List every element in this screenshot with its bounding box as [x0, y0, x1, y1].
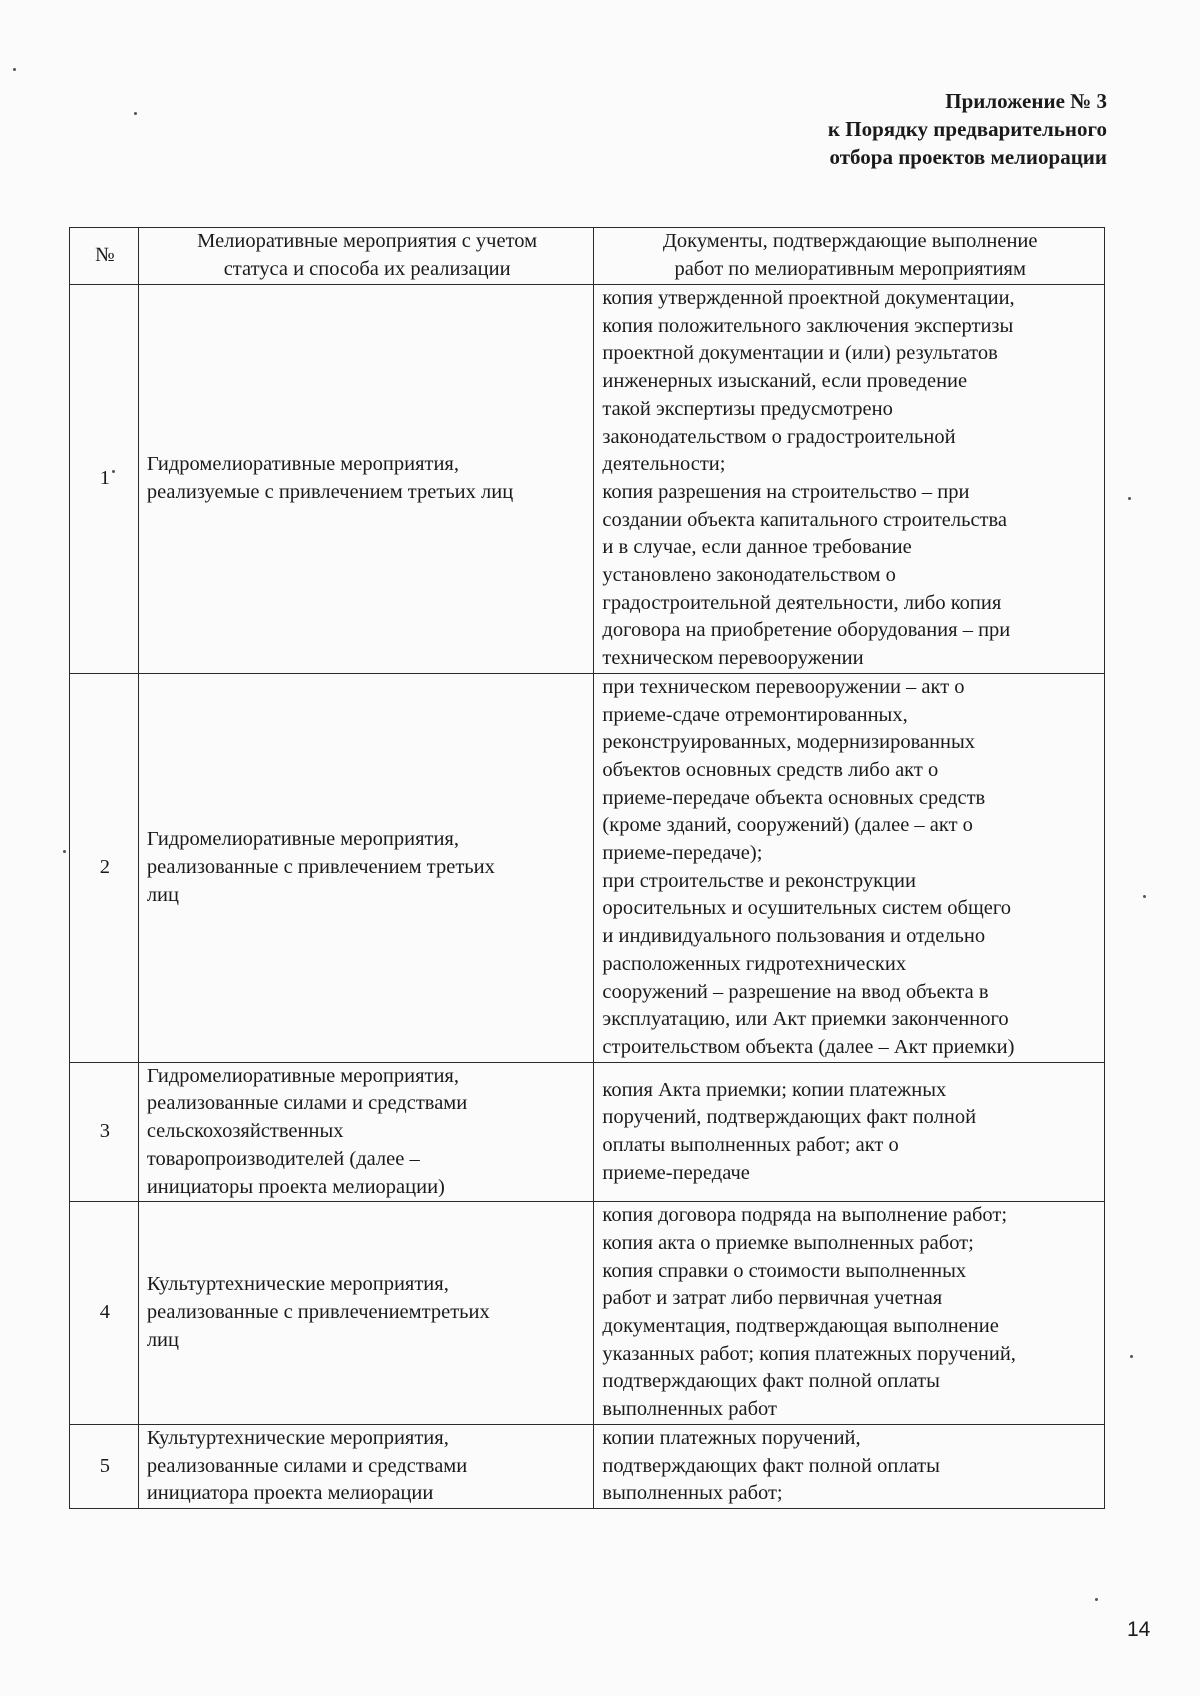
document-line: подтверждающих факт полной оплаты	[602, 1454, 940, 1477]
header-number: №	[70, 228, 139, 285]
row-number: 3	[70, 1062, 139, 1202]
document-line: поручений, подтверждающих факт полной	[602, 1106, 977, 1129]
table-row	[70, 673, 1105, 1062]
document-line: копия акта о приемке выполненных работ;	[602, 1231, 974, 1254]
appendix-subtitle-line-2: отбора проектов мелиорации	[829, 145, 1107, 169]
document-line: при техническом перевооружении – акт о	[602, 675, 965, 698]
activity-cell	[138, 1424, 594, 1508]
document-line: оплаты выполненных работ; акт о	[602, 1133, 899, 1156]
activity-line: реализованные с привлечением третьих	[146, 855, 495, 878]
document-line: законодательством о градостроительной	[602, 425, 956, 448]
document-line: расположенных гидротехнических	[602, 952, 907, 975]
document-line: приеме-передаче);	[602, 842, 763, 865]
document-line: эксплуатацию, или Акт приемки законченного	[602, 1008, 1009, 1031]
activity-line: Гидромелиоративные мероприятия,	[146, 453, 459, 476]
activity-cell	[138, 673, 594, 1062]
row-number: 1	[70, 285, 139, 674]
activity-cell	[138, 285, 594, 674]
document-line: реконструированных, модернизированных	[602, 731, 976, 754]
table-row	[70, 1424, 1105, 1508]
document-line: и индивидуального пользования и отдельно	[602, 925, 986, 948]
activity-line: реализованные силами и средствами	[146, 1092, 468, 1115]
table-header-row	[70, 228, 1105, 285]
activity-line: лиц	[146, 1328, 179, 1351]
documents-cell	[594, 285, 1105, 674]
documents-cell	[594, 1202, 1105, 1425]
document-line: деятельности;	[602, 453, 726, 476]
document-line: копия Акта приемки; копии платежных	[602, 1078, 947, 1101]
activity-cell	[138, 1202, 594, 1425]
document-line: при строительстве и реконструкции	[602, 869, 916, 892]
document-line: такой экспертизы предусмотрено	[602, 397, 893, 420]
documents-cell	[594, 1424, 1105, 1508]
document-line: работ и затрат либо первичная учетная	[602, 1287, 943, 1310]
document-line: и в случае, если данное требование	[602, 536, 912, 559]
row-number: 4	[70, 1202, 139, 1425]
appendix-heading	[828, 87, 1107, 171]
activity-line: реализованные с привлечениемтретьих	[146, 1301, 490, 1324]
document-line: оросительных и осушительных систем общего	[602, 897, 1011, 920]
row-number: 2	[70, 673, 139, 1062]
activity-line: Гидромелиоративные мероприятия,	[146, 828, 459, 851]
document-line: указанных работ; копия платежных поручений,	[602, 1342, 1016, 1365]
document-line: объектов основных средств либо акт о	[602, 758, 939, 781]
activity-line: инициаторы проекта мелиорации)	[146, 1175, 445, 1198]
document-line: выполненных работ;	[602, 1482, 783, 1505]
document-line: копия положительного заключения экспертизы	[602, 314, 1014, 337]
document-line: приеме-передаче	[602, 1161, 750, 1184]
document-line: подтверждающих факт полной оплаты	[602, 1370, 940, 1393]
documents-cell	[594, 1062, 1105, 1202]
document-line: приеме-сдаче отремонтированных,	[602, 703, 908, 726]
document-line: копия утвержденной проектной документации,	[602, 287, 1015, 309]
appendix-subtitle-line-1: к Порядку предварительного	[827, 117, 1107, 141]
activity-line: товаропроизводителей (далее –	[146, 1147, 420, 1170]
header-activity: Мелиоративные мероприятия с учетом статуса и способа их реализации	[138, 228, 594, 285]
document-line: проектной документации и (или) результатов	[602, 342, 998, 365]
document-line: инженерных изысканий, если проведение	[602, 370, 968, 393]
appendix-title: Приложение № 3	[945, 89, 1107, 113]
document-line: сооружений – разрешение на ввод объекта в	[602, 980, 989, 1003]
document-line: приеме-передаче объекта основных средств	[602, 786, 986, 809]
document-line: установлено законодательством о	[602, 564, 896, 587]
activity-line: Культуртехнические мероприятия,	[146, 1273, 449, 1296]
activity-line: лиц	[146, 883, 179, 906]
document-line: копия договора подряда на выполнение работ;	[602, 1204, 1008, 1227]
document-line: документация, подтверждающая выполнение	[602, 1315, 999, 1338]
document-line: создании объекта капитального строительства	[602, 508, 1008, 531]
activity-line: реализованные силами и средствами	[146, 1454, 468, 1477]
document-line: копии платежных поручений,	[602, 1426, 861, 1449]
activity-cell	[138, 1062, 594, 1202]
document-line: копия разрешения на строительство – при	[602, 480, 970, 503]
document-line: градостроительной деятельности, либо копия	[602, 591, 1002, 614]
activity-line: Культуртехнические мероприятия,	[146, 1426, 449, 1449]
activity-line: сельскохозяйственных	[146, 1120, 344, 1143]
table-row	[70, 285, 1105, 674]
document-line: выполненных работ	[602, 1398, 777, 1421]
row-number: 5	[70, 1424, 139, 1508]
documents-table	[69, 227, 1105, 1509]
activity-line: инициатора проекта мелиорации	[146, 1482, 434, 1505]
page-number: 14	[1127, 1618, 1151, 1641]
activity-line: Гидромелиоративные мероприятия,	[146, 1064, 459, 1087]
document-line: техническом перевооружении	[602, 647, 864, 670]
document-line: договора на приобретение оборудования – при	[602, 619, 1011, 642]
document-line: строительством объекта (далее – Акт приемки)	[602, 1035, 1015, 1058]
table-row	[70, 1062, 1105, 1202]
document-line: (кроме зданий, сооружений) (далее – акт о	[602, 814, 973, 837]
header-documents: Документы, подтверждающие выполнение работ по мелиоративным мероприятиям	[594, 228, 1105, 285]
table-row	[70, 1202, 1105, 1425]
documents-cell	[594, 673, 1105, 1062]
activity-line: реализуемые с привлечением третьих лиц	[146, 480, 514, 503]
document-line: копия справки о стоимости выполненных	[602, 1259, 967, 1282]
